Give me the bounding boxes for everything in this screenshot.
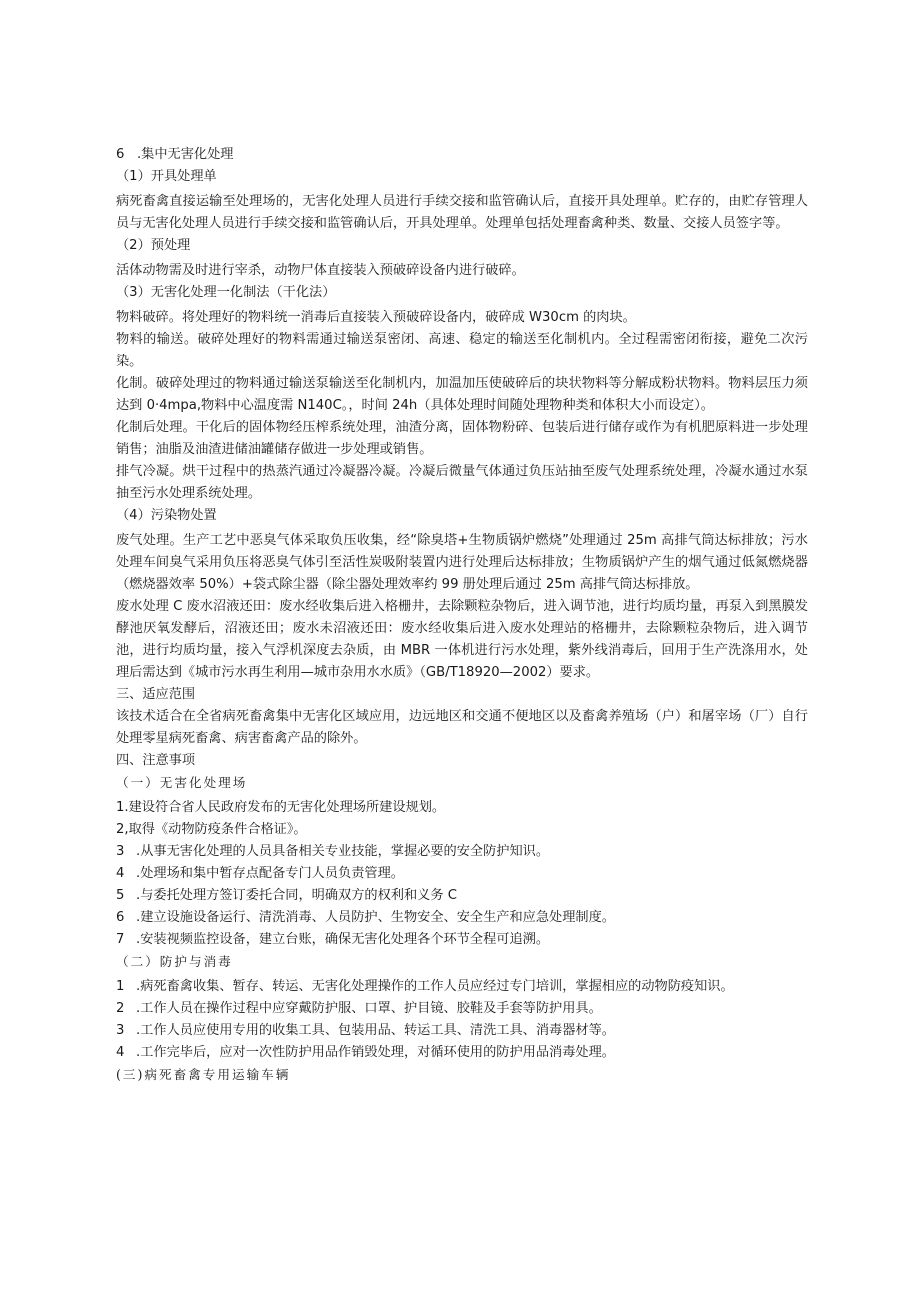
list-item-number: 7 — [116, 932, 125, 947]
subsection-heading: (三)病死畜禽专用运输车辆 — [116, 1067, 291, 1082]
list-item-number: 3 — [116, 844, 125, 859]
list-item — [116, 841, 808, 863]
numbered-list — [116, 797, 808, 951]
numbered-list — [116, 976, 808, 1064]
list-item — [116, 907, 808, 929]
subsection-heading: （一）无害化处理场 — [116, 775, 248, 790]
list-item-text: .建立设施设备运行、清洗消毒、人员防护、生物安全、安全生产和应急处理制度。 — [136, 910, 615, 925]
list-item — [116, 1042, 808, 1064]
list-item-number: 4 — [116, 866, 125, 881]
list-item — [116, 819, 808, 841]
paragraph: 该技术适合在全省病死畜禽集中无害化区域应用，边远地区和交通不便地区以及畜禽养殖场（户）和屠宰场（厂）自行处理零星病死畜禽、病害畜禽产品的除外。 — [116, 709, 808, 746]
subsection-heading: （3）无害化处理一化制法（干化法） — [116, 285, 336, 300]
list-item — [116, 929, 808, 951]
list-item — [116, 1020, 808, 1042]
subsection-heading: （1）开具处理单 — [116, 169, 217, 184]
list-item-text: 1.建设符合省人民政府发布的无害化处理场所建设规划。 — [116, 800, 446, 815]
list-item-text: .工作人员应使用专用的收集工具、包装用品、转运工具、清洗工具、消毒器材等。 — [136, 1023, 615, 1038]
subsection-heading: （2）预处理 — [116, 238, 191, 253]
paragraph: 排气冷凝。烘干过程中的热蒸汽通过冷凝器冷凝。冷凝后微量气体通过负压站抽至废气处理系统处理，冷凝水通过水泵抽至污水处理系统处理。 — [116, 464, 808, 501]
list-item — [116, 976, 808, 998]
list-item-text: .工作人员在操作过程中应穿戴防护服、口罩、护目镜、胶鞋及手套等防护用具。 — [136, 1001, 602, 1016]
paragraph: 化制。破碎处理过的物料通过输送泵输送至化制机内，加温加压使破碎后的块状物料等分解成粉状物料。物料层压力须达到 0·4mpa,物料中心温度需 N140C。，时间 24h（具体处理时间随处理物种类和体积大小而设定）。 — [116, 376, 808, 413]
list-item-number: 5 — [116, 888, 125, 903]
subsection-heading: （二）防护与消毒 — [116, 954, 233, 969]
list-item-text: 2,取得《动物防疫条件合格证》。 — [116, 822, 307, 837]
list-item-text: .工作完毕后，应对一次性防护用品作销毁处理，对循环使用的防护用品消毒处理。 — [136, 1045, 615, 1060]
list-item — [116, 885, 808, 907]
list-item-text: .病死畜禽收集、暂存、转运、无害化处理操作的工作人员应经过专门培训，掌握相应的动物防疫知识。 — [136, 979, 734, 994]
list-item-number: 3 — [116, 1023, 125, 1038]
list-item-number: 2 — [116, 1001, 125, 1016]
section-heading: 三、适应范围 — [116, 687, 196, 702]
subsection-heading: （4）污染物处置 — [116, 508, 217, 523]
paragraph: 化制后处理。干化后的固体物经压榨系统处理，油渣分离，固体物粉碎、包装后进行储存或作为有机肥原料进一步处理销售；油脂及油渣进储油罐储存做进一步处理或销售。 — [116, 420, 808, 457]
list-item-text: .安装视频监控设备，建立台账，确保无害化处理各个环节全程可追溯。 — [136, 932, 550, 947]
list-item-text: .与委托处理方签订委托合同，明确双方的权利和义务 C — [136, 888, 457, 903]
paragraph: 病死畜禽直接运输至处理场的，无害化处理人员进行手续交接和监管确认后，直接开具处理单。贮存的，由贮存管理人员与无害化处理人员进行手续交接和监管确认后，开具处理单。处理单包括处理畜禽种类、数量、交接人员签字等。 — [116, 194, 808, 231]
list-item — [116, 797, 808, 819]
list-item — [116, 863, 808, 885]
list-item-number: 6 — [116, 910, 125, 925]
list-item-number: 4 — [116, 1045, 125, 1060]
paragraph: 活体动物需及时进行宰杀，动物尸体直接装入预破碎设备内进行破碎。 — [116, 263, 525, 278]
list-item-number: 1 — [116, 979, 125, 994]
paragraph: 物料破碎。将处理好的物料统一消毒后直接装入预破碎设备内，破碎成 W30cm 的肉块。 — [116, 310, 636, 325]
list-item — [116, 998, 808, 1020]
paragraph: 废气处理。生产工艺中恶臭气体采取负压收集，经“除臭塔+生物质锅炉燃烧”处理通过 25m 高排气筒达标排放；污水处理车间臭气采用负压将恶臭气体引至活性炭吸附装置内进行处理后达标排放；生物质锅炉产生的烟气通过低氮燃烧器（燃烧器效率 50%）+袋式除尘器（除尘器处理效率约 99 册处理后通过 25m 高排气筒达标排放。 — [116, 533, 808, 592]
paragraph: 物料的输送。破碎处理好的物料需通过输送泵密闭、高速、稳定的输送至化制机内。全过程需密闭衔接，避免二次污染。 — [116, 332, 808, 369]
section-heading: 6 .集中无害化处理 — [116, 147, 234, 162]
paragraph: 废水处理 C 废水沼液还田：废水经收集后进入格栅井，去除颗粒杂物后，进入调节池，进行均质均量，再泵入到黑膜发酵池厌氧发酵后，沼液还田；废水未沼液还田：废水经收集后进入废水处理站的格栅井，去除颗粒杂物后，进入调节池，进行均质均量，接入气浮机深度去杂质，由 MBR 一体机进行污水处理，紫外线消毒后，回用于生产洗涤用水，处理后需达到《城市污水再生利用—城市杂用水水质》（GB/T18920—2002）要求。 — [116, 599, 808, 680]
section-heading: 四、注意事项 — [116, 753, 196, 768]
list-item-text: .从事无害化处理的人员具备相关专业技能，掌握必要的安全防护知识。 — [136, 844, 550, 859]
document-page — [116, 144, 808, 1086]
list-item-text: .处理场和集中暂存点配备专门人员负责管理。 — [136, 866, 404, 881]
